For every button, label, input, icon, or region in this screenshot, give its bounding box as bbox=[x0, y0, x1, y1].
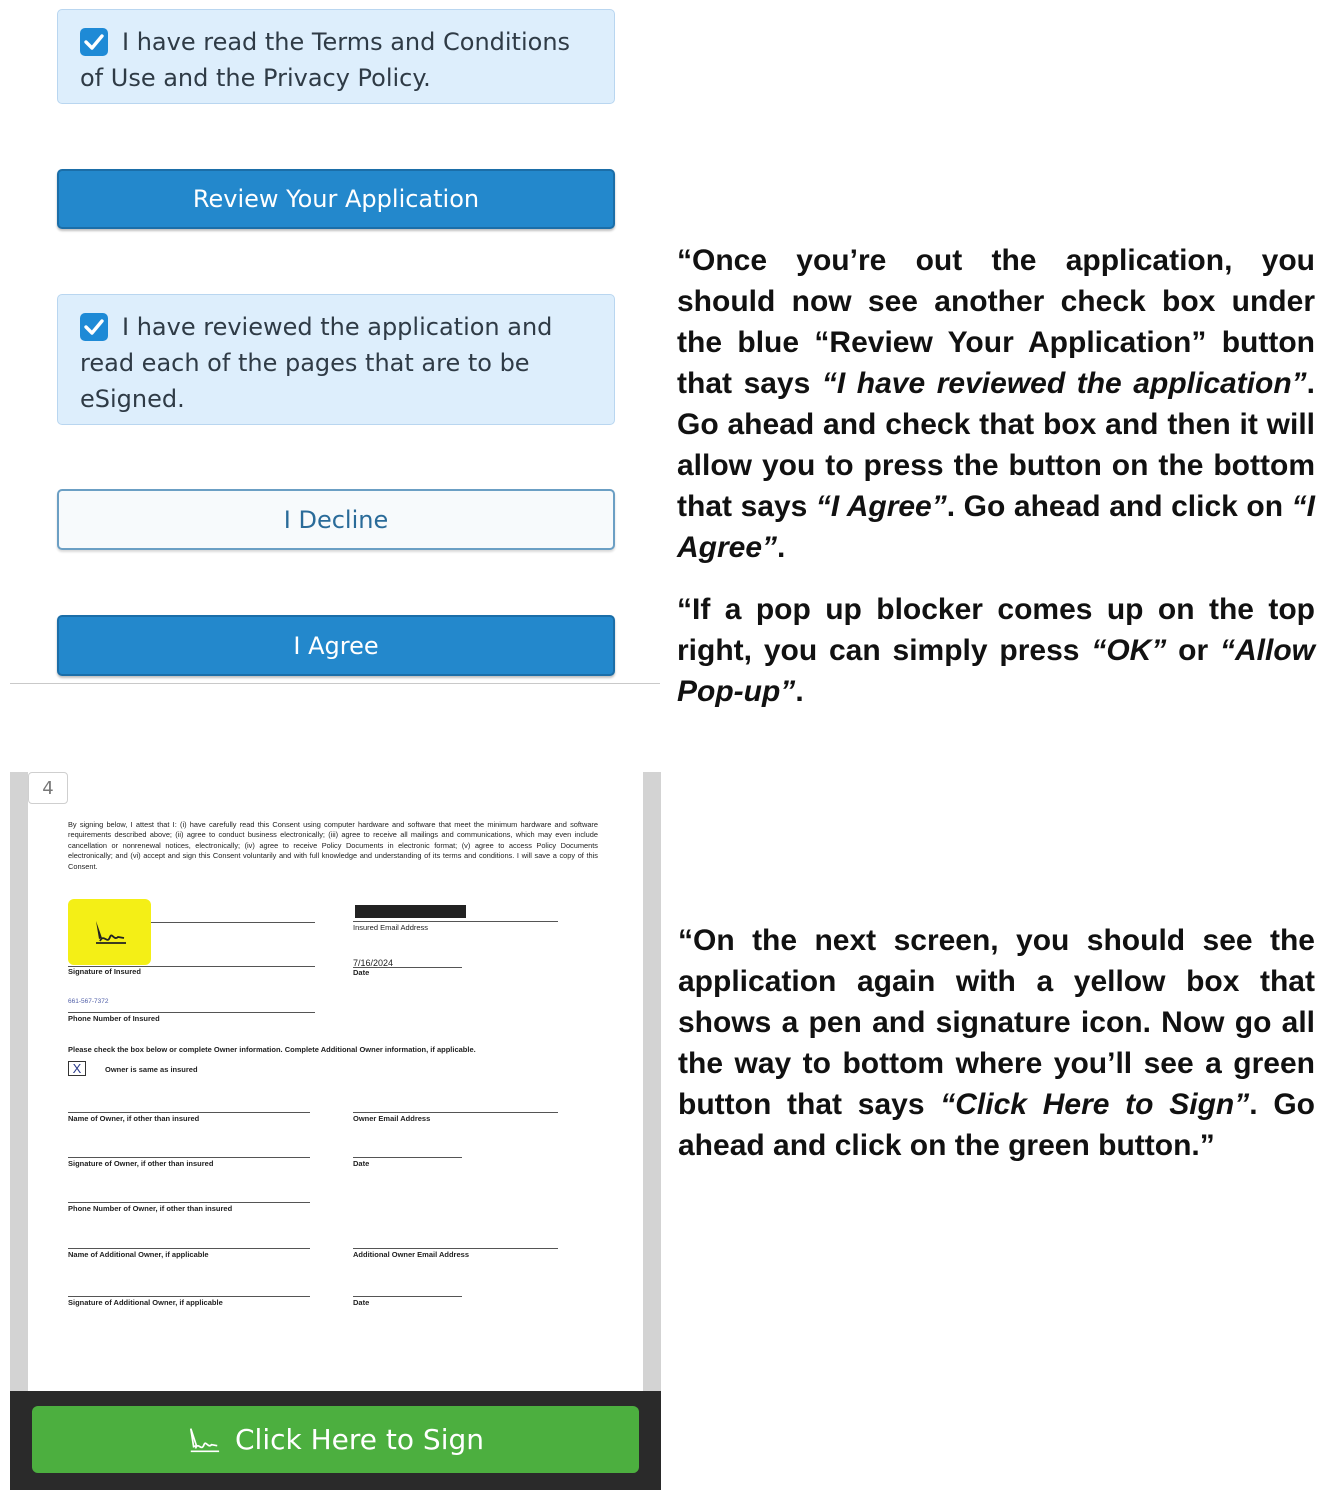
signature-insured-label: Signature of Insured bbox=[68, 967, 141, 976]
signature-insured-field[interactable] bbox=[68, 899, 151, 965]
add-owner-name-line bbox=[68, 1248, 310, 1249]
add-owner-email-line bbox=[353, 1248, 558, 1249]
date-value: 7/16/2024 bbox=[353, 958, 394, 968]
add-owner-email-label: Additional Owner Email Address bbox=[353, 1250, 469, 1259]
owner-signature-label: Signature of Owner, if other than insured bbox=[68, 1159, 214, 1168]
insured-email-label: Insured Email Address bbox=[353, 923, 429, 932]
signature-line bbox=[151, 922, 315, 923]
owner-date-line bbox=[353, 1157, 462, 1158]
add-owner-signature-label: Signature of Additional Owner, if applicable bbox=[68, 1298, 223, 1307]
owner-email-label: Owner Email Address bbox=[353, 1114, 431, 1123]
checkmark-icon bbox=[83, 316, 105, 338]
consent-text: By signing below, I attest that I: (i) have carefully read this Consent using computer hardware and software that meet the minimum hardware and software requirements described above; (ii) agree to conduct business electronically; (iii) agree to receive all mailings and communications, which may even include cancellation or nonrenewal notices, electronically; (iv) agree to receive Policy Documents in electronic format; (v) agree to access Policy Documents electronically; and (vi) accept and sign this Consent voluntarily and with full knowledge and understanding of its terms and conditions. I will save a copy of this Consent. bbox=[68, 820, 598, 871]
terms-checkbox-label: I have read the Terms and Conditions of Use and the Privacy Policy. bbox=[80, 28, 571, 92]
review-application-button[interactable]: Review Your Application bbox=[57, 169, 615, 229]
insured-email-line bbox=[353, 921, 558, 922]
add-owner-date-line bbox=[353, 1296, 462, 1297]
owner-name-line bbox=[68, 1112, 310, 1113]
owner-phone-line bbox=[68, 1202, 310, 1203]
sign-toolbar bbox=[10, 1391, 661, 1490]
reviewed-consent-box bbox=[57, 294, 615, 425]
phone-label: Phone Number of Insured bbox=[68, 1014, 160, 1023]
owner-phone-label: Phone Number of Owner, if other than insured bbox=[68, 1204, 233, 1213]
add-owner-date-label: Date bbox=[353, 1298, 370, 1307]
owner-date-label: Date bbox=[353, 1159, 370, 1168]
date-label: Date bbox=[353, 968, 370, 977]
reviewed-checkbox[interactable] bbox=[80, 313, 108, 341]
instructions-block-1 bbox=[677, 240, 1315, 712]
phone-line bbox=[68, 1012, 315, 1013]
checkmark-icon bbox=[83, 31, 105, 53]
divider bbox=[10, 683, 660, 684]
phone-value: 661-567-7372 bbox=[68, 998, 109, 1005]
owner-instruction: Please check the box below or complete Owner information. Complete Additional Owner information, if applicable. bbox=[68, 1045, 476, 1054]
owner-signature-line bbox=[68, 1157, 310, 1158]
owner-same-checkbox[interactable]: X bbox=[68, 1061, 86, 1076]
sign-button-label: Click Here to Sign bbox=[234, 1423, 484, 1456]
terms-checkbox[interactable] bbox=[80, 28, 108, 56]
pen-signature-icon bbox=[92, 917, 128, 947]
terms-consent-box bbox=[57, 9, 615, 104]
instruction-paragraph-3: “On the next screen, you should see the application again with a yellow box that shows a pen and signature icon. Now go all the way to bottom where you’ll see a green button that says “Click Here to Sign”. Go ahead and click on the green button.” bbox=[678, 924, 1315, 1162]
page-number-badge: 4 bbox=[28, 772, 68, 804]
instruction-paragraph-2: “If a pop up blocker comes up on the top right, you can simply press “OK” or “Allow Pop-up”. bbox=[677, 593, 1315, 708]
redacted-email bbox=[355, 905, 466, 918]
owner-name-label: Name of Owner, if other than insured bbox=[68, 1114, 200, 1123]
instruction-paragraph-1: “Once you’re out the application, you should now see another check box under the blue “Review Your Application” button that says “I have reviewed the application”. Go ahead and check that box and then it will allow you to press the button on the bottom that says “I Agree”. Go ahead and click on “I Agree”. bbox=[677, 244, 1316, 564]
owner-email-line bbox=[353, 1112, 558, 1113]
add-owner-signature-line bbox=[68, 1296, 310, 1297]
add-owner-name-label: Name of Additional Owner, if applicable bbox=[68, 1250, 209, 1259]
agree-button[interactable]: I Agree bbox=[57, 615, 615, 676]
instructions-block-2 bbox=[678, 920, 1315, 1166]
decline-button[interactable]: I Decline bbox=[57, 489, 615, 550]
reviewed-checkbox-label: I have reviewed the application and read each of the pages that are to be eSigned. bbox=[80, 313, 553, 413]
date-line bbox=[353, 967, 462, 968]
owner-same-label: Owner is same as insured bbox=[105, 1065, 198, 1074]
pen-signature-icon bbox=[187, 1425, 221, 1455]
click-here-to-sign-button[interactable] bbox=[32, 1406, 639, 1473]
